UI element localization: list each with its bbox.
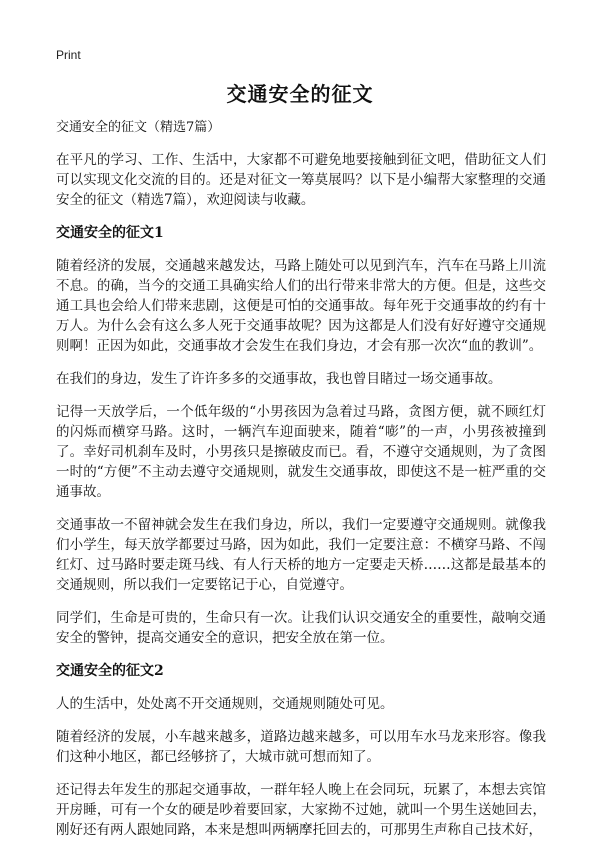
intro-paragraph: 在平凡的学习、工作、生活中，大家都不可避免地要接触到征文吧，借助征文人们可以实现文化交流的目的。还是对征文一筹莫展吗？以下是小编帮大家整理的交通安全的征文（精选7篇），欢迎阅读与收藏。 bbox=[56, 152, 546, 208]
article-body bbox=[56, 118, 546, 853]
section-heading-2: 交通安全的征文2 bbox=[56, 663, 164, 679]
section-2-paragraph: 人的生活中，处处离不开交通规则，交通规则随处可见。 bbox=[56, 696, 394, 712]
section-1-paragraph: 交通事故一不留神就会发生在我们身边，所以，我们一定要遵守交通规则。就像我们小学生，每天放学都要过马路，因为如此，我们一定要注意：不横穿马路、不闯红灯、过马路时要走斑马线、有人行天桥的地方一定要走天桥……这都是最基本的交通规则，所以我们一定要铭记于心，自觉遵守。 bbox=[56, 517, 546, 593]
section-2-paragraph: 随着经济的发展，小车越来越多，道路边越来越多，可以用车水马龙来形容。像我们这种小地区，都已经够挤了，大城市就可想而知了。 bbox=[56, 729, 546, 765]
section-1-paragraph: 记得一天放学后，一个低年级的“小男孩因为急着过马路，贪图方便，就不顾红灯的闪烁而横穿马路。这时，一辆汽车迎面驶来，随着“嘭”的一声，小男孩被撞到了。幸好司机刹车及时，小男孩只是擦破皮而已。看，不遵守交通规则，为了贪图一时的“方便”不主动去遵守交通规则，就发生交通事故，即使这不是一桩严重的交通事故。 bbox=[56, 404, 546, 500]
article-subtitle: 交通安全的征文（精选7篇） bbox=[56, 120, 221, 135]
page-title: 交通安全的征文 bbox=[226, 82, 374, 106]
section-1-paragraph: 同学们，生命是可贵的，生命只有一次。让我们认识交通安全的重要性，敲响交通安全的警钟，提高交通安全的意识，把安全放在第一位。 bbox=[56, 610, 546, 646]
section-1-paragraph: 随着经济的发展，交通越来越发达，马路上随处可以见到汽车，汽车在马路上川流不息。的确，当今的交通工具确实给人们的出行带来非常大的方便。但是，这些交通工具也会给人们带来悲剧，这便是可怕的交通事故。每年死于交通事故的约有十万人。为什么会有这么多人死于交通事故呢？因为这都是人们没有好好遵守交通规则啊！正因为如此，交通事故才会发生在我们身边，才会有那一次次“血的教训”。 bbox=[56, 258, 546, 354]
section-1-paragraph: 在我们的身边，发生了许许多多的交通事故，我也曾目睹过一场交通事故。 bbox=[56, 371, 502, 387]
section-2-paragraph: 还记得去年发生的那起交通事故，一群年轻人晚上在会同玩，玩累了，本想去宾馆开房睡，可有一个女的硬是吵着要回家，大家拗不过她，就叫一个男生送她回去，刚好还有两人跟她同路，本来是想叫两辆摩托回去的，可那男生声称自己技术好， bbox=[56, 782, 546, 838]
section-heading-1: 交通安全的征文1 bbox=[56, 225, 164, 241]
print-link[interactable]: Print bbox=[56, 48, 81, 62]
